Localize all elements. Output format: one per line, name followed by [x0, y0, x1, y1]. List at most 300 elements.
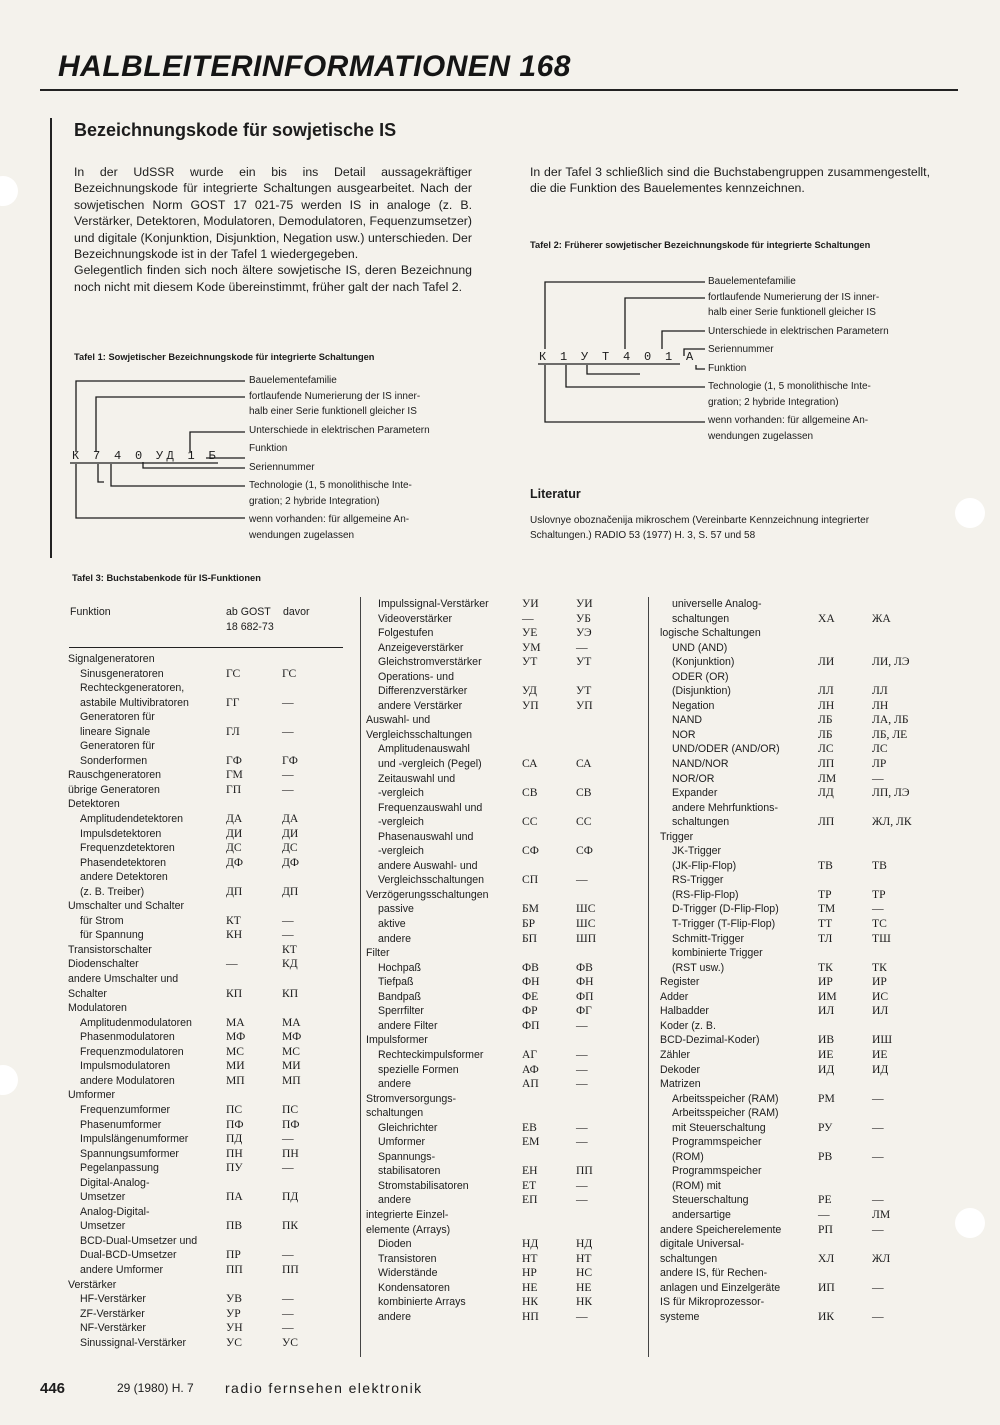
tafel2-ann: fortlaufende Numerierung der IS inner-: [708, 291, 880, 303]
tafel3-code-old: ДИ: [282, 826, 299, 840]
tafel3-function: NOR/OR: [672, 772, 715, 785]
tafel2-caption: Tafel 2: Früherer sowjetischer Bezeichnungskode für integrierte Schaltungen: [530, 240, 871, 250]
tafel3-code-new: ПР: [226, 1248, 241, 1262]
tafel3-code-new: УИ: [522, 597, 539, 610]
tafel3-code-new: ИП: [818, 1280, 835, 1294]
tafel3-code-old: УИ: [576, 597, 593, 610]
tafel3-code-old: ЛН: [872, 698, 889, 712]
tafel3-code-new: ЛБ: [818, 713, 833, 727]
tafel3-code-old: ФН: [576, 975, 594, 989]
tafel3-function: Videoverstärker: [378, 612, 452, 625]
tafel3-code-old: КД: [282, 957, 298, 971]
tafel3-code-old: ПС: [282, 1102, 299, 1116]
tafel3-code-old: —: [282, 1161, 294, 1175]
literature-heading: Literatur: [530, 487, 581, 501]
tafel3-function: Impulssignal-Verstärker: [378, 598, 489, 610]
tafel3-function: elemente (Arrays): [366, 1223, 451, 1236]
tafel3-function: schaltungen: [672, 816, 730, 829]
tafel3-code-new: КН: [226, 928, 243, 942]
tafel2-ann: gration; 2 hybride Integration): [708, 396, 839, 408]
tafel3-code-old: НТ: [576, 1251, 592, 1265]
tafel3-code-old: НК: [576, 1295, 593, 1309]
tafel3-function: Analog-Digital-: [80, 1205, 150, 1218]
tafel2-ann: Funktion: [708, 362, 747, 374]
tafel3-code-new: РМ: [818, 1091, 835, 1105]
intro-paragraph-1: In der UdSSR wurde ein bis ins Detail aussagekräftiger Bezeichnungskode für integrierte Schaltungen ausgearbeitet. Nach der sowjetischen Norm GOST 17 021-75 werden IS in analoge (z. B. Verstärker, Detektoren, Modulatoren, Demodulatoren, Fequenzumsetzer) und digitale (Konjunktion, Disjunktion, Negation usw.) unterschieden. Der Bezeichnungskode ist in der Tafel 1 wiedergegeben.: [74, 165, 472, 262]
tafel3-function: (Konjunktion): [672, 656, 735, 669]
tafel3-function: schaltungen: [660, 1252, 718, 1265]
tafel3-function: Sinusgeneratoren: [80, 667, 164, 680]
tafel3-function: andere Mehrfunktions-: [672, 801, 778, 814]
tafel3-function: andere IS, für Rechen-: [660, 1267, 768, 1280]
tafel3-code-old: —: [282, 1292, 294, 1306]
tafel1-ann: Unterschiede in elektrischen Parametern: [249, 424, 430, 436]
tafel3-function: Verzögerungsschaltungen: [366, 888, 489, 901]
tafel3-code-new: НК: [522, 1295, 539, 1309]
tafel3-function: Rechteckgeneratoren,: [80, 682, 185, 695]
tafel3-function: Stromversorgungs-: [366, 1092, 457, 1105]
tafel3-code-old: СА: [576, 757, 592, 771]
tafel3-code-new: УМ: [522, 640, 541, 654]
tafel3-function: T-Trigger (T-Flip-Flop): [672, 918, 776, 931]
tafel3-code-new: ЛИ: [818, 655, 835, 669]
tafel3-code-new: ЛН: [818, 698, 835, 712]
tafel3-function: Anzeigeverstärker: [378, 641, 464, 654]
tafel3-code-old: —: [576, 1135, 588, 1149]
tafel3-code-old: НС: [576, 1266, 593, 1280]
tafel3-function: ODER (OR): [672, 670, 729, 683]
tafel3-column-rule: [648, 597, 649, 1357]
tafel3-function: Amplitudenauswahl: [378, 743, 470, 756]
tafel3-function: Dekoder: [660, 1063, 701, 1076]
tafel3-function: Umsetzer: [80, 1191, 126, 1204]
tafel3-code-old: ЛП, ЛЭ: [872, 786, 910, 800]
tafel3-function: Phasenauswahl und: [378, 830, 474, 843]
tafel3-code-new: ИД: [818, 1062, 835, 1076]
tafel3-code-new: ЛС: [818, 742, 834, 756]
tafel3-code-new: СА: [522, 757, 538, 771]
tafel3-function: Amplitudendetektoren: [80, 813, 184, 826]
tafel3-code-new: МС: [226, 1044, 245, 1058]
tafel3-function: Pegelanpassung: [80, 1162, 159, 1175]
tafel3-function: Negation: [672, 699, 715, 712]
tafel3-code-new: СФ: [522, 844, 539, 858]
tafel3-code-new: МФ: [226, 1030, 246, 1044]
tafel3-code-new: ФН: [522, 975, 540, 989]
tafel3-code-old: —: [872, 1193, 884, 1207]
tafel3-function: Operations- und: [378, 670, 454, 683]
tafel2-ann: Bauelementefamilie: [708, 276, 796, 287]
tafel3-function: Widerstände: [378, 1267, 438, 1280]
tafel3-code-new: ТМ: [818, 902, 836, 916]
tafel3-function: Sperrfilter: [378, 1005, 424, 1018]
tafel3-code-old: ШС: [576, 917, 596, 931]
tafel3-code-old: —: [576, 1309, 588, 1323]
tafel3-function: (JK-Flip-Flop): [672, 859, 737, 872]
tafel3-code-old: ЛР: [872, 757, 887, 771]
article-title: Bezeichnungskode für sowjetische IS: [74, 120, 397, 140]
tafel3-function: andere: [378, 1194, 411, 1207]
tafel3-code-old: УБ: [576, 611, 591, 625]
tafel3-function: UND (AND): [672, 641, 728, 654]
tafel3-code-new: ЕТ: [522, 1178, 537, 1192]
tafel3-function: Bandpaß: [378, 990, 421, 1003]
tafel3-code-new: —: [522, 611, 534, 625]
tafel3-code-old: ИШ: [872, 1033, 893, 1047]
tafel3-code-new: ДИ: [226, 826, 243, 840]
tafel3-function: NAND: [672, 714, 703, 727]
tafel3-code-new: АГ: [522, 1047, 538, 1061]
tafel3-function: Differenzverstärker: [378, 685, 468, 698]
tafel3-function: -vergleich: [378, 816, 424, 829]
tafel3-function: (ROM): [672, 1150, 704, 1163]
tafel3-code-new: БМ: [522, 902, 539, 916]
tafel3-code-new: ЕН: [522, 1164, 538, 1178]
tafel3-code-old: ДА: [282, 812, 299, 826]
tafel3-code-new: ИЛ: [818, 1004, 835, 1018]
tafel3-function: Stromstabilisatoren: [378, 1179, 469, 1192]
tafel3-function: Dual-BCD-Umsetzer: [80, 1249, 177, 1262]
tafel3-function: lineare Signale: [80, 725, 151, 738]
tafel3-code-old: МФ: [282, 1030, 302, 1044]
tafel3-function: Schmitt-Trigger: [672, 932, 745, 945]
tafel3-code-new: ИК: [818, 1309, 835, 1323]
tafel3-code-new: НЕ: [522, 1280, 538, 1294]
tafel2-ann: wenn vorhanden: für allgemeine An-: [708, 415, 869, 426]
tafel3-code-old: —: [576, 1077, 588, 1091]
tafel3-code-old: ТВ: [872, 858, 887, 872]
tafel3-code-old: —: [872, 1309, 884, 1323]
tafel3-function: kombinierte Arrays: [378, 1296, 466, 1309]
tafel3-code-new: УП: [522, 698, 539, 712]
tafel3-code-new: АП: [522, 1077, 539, 1091]
tafel3-code-old: МП: [282, 1073, 301, 1087]
tafel3-code-new: ПВ: [226, 1219, 243, 1233]
tafel3-function: Frequenzauswahl und: [378, 801, 483, 814]
tafel3-function: Vergleichsschaltungen: [378, 874, 485, 887]
tafel3-function: Programmspeicher: [672, 1136, 762, 1149]
tafel3-code-old: ПП: [576, 1164, 593, 1178]
tafel3-function: HF-Verstärker: [80, 1293, 146, 1306]
tafel3-function: Tiefpaß: [378, 976, 414, 989]
tafel3-function: Frequenzdetektoren: [80, 842, 175, 855]
tafel3-code-new: УД: [522, 684, 537, 698]
tafel3-function: andere: [378, 932, 411, 945]
tafel3-code-new: УС: [226, 1335, 242, 1349]
tafel3-function: Arbeitsspeicher (RAM): [672, 1107, 779, 1120]
tafel3-function: kombinierte Trigger: [672, 947, 763, 960]
tafel3-code-old: —: [872, 1222, 884, 1236]
punch-hole: [955, 498, 985, 528]
tafel3-code-old: —: [872, 1120, 884, 1134]
tafel3-code-new: МП: [226, 1073, 245, 1087]
tafel3-function: (RS-Flip-Flop): [672, 888, 739, 901]
tafel3-code-new: РВ: [818, 1149, 833, 1163]
tafel3-code-old: ПД: [282, 1190, 299, 1204]
tafel3-code-new: ПУ: [226, 1161, 243, 1175]
tafel3-code-new: РЕ: [818, 1193, 832, 1207]
tafel1-ann: Bauelementefamilie: [249, 375, 337, 386]
tafel3-code-new: ДФ: [226, 855, 244, 869]
tafel3-code-old: —: [576, 1047, 588, 1061]
tafel3-code-new: ИЕ: [818, 1047, 834, 1061]
tafel3-code-old: —: [872, 1091, 884, 1105]
tafel3-function: Programmspeicher: [672, 1165, 762, 1178]
tafel3-code-new: ДС: [226, 841, 242, 855]
tafel3-code-old: ФГ: [576, 1004, 592, 1018]
tafel3-function: Dioden: [378, 1238, 412, 1251]
tafel3-code-new: ПД: [226, 1132, 243, 1146]
tafel3-code-old: ДС: [282, 841, 298, 855]
tafel3-function: RS-Trigger: [672, 874, 724, 887]
tafel3-function: spezielle Formen: [378, 1063, 459, 1076]
tafel3-code-new: ПС: [226, 1102, 243, 1116]
tafel3-function: Sonderformen: [80, 754, 148, 767]
tafel3-code-new: КП: [226, 986, 243, 1000]
tafel3-function: andersartige: [672, 1208, 731, 1221]
tafel3-function: Koder (z. B.: [660, 1019, 716, 1032]
tafel3-code-new: СС: [522, 815, 538, 829]
tafel3-code-old: ФП: [576, 989, 594, 1003]
tafel3-code-old: ПП: [282, 1262, 299, 1276]
tafel3-code-new: РП: [818, 1222, 833, 1236]
tafel3-code-new: УЕ: [522, 626, 538, 640]
tafel3-code-new: УТ: [522, 655, 538, 669]
tafel3-code-new: УВ: [226, 1292, 242, 1306]
tafel3-code-old: —: [282, 782, 294, 796]
tafel2-ann: Unterschiede in elektrischen Parametern: [708, 325, 889, 337]
tafel3-code-new: ГП: [226, 782, 242, 796]
tafel3-function: andere Umformer: [80, 1263, 164, 1276]
tafel3-code-old: УТ: [576, 655, 592, 669]
tafel3-code-old: ТР: [872, 887, 886, 901]
tafel3-code-old: —: [282, 1132, 294, 1146]
tafel3-function: schaltungen: [366, 1107, 424, 1120]
tafel3-code-old: ПК: [282, 1219, 299, 1233]
tafel3-code-new: ТК: [818, 960, 833, 974]
tafel3-function: Hochpaß: [378, 961, 421, 974]
tafel3-function: integrierte Einzel-: [366, 1208, 449, 1221]
tafel3-code-new: ГГ: [226, 695, 240, 709]
tafel3-function: stabilisatoren: [378, 1165, 441, 1178]
tafel3-function: Kondensatoren: [378, 1281, 450, 1294]
tafel3-function: übrige Generatoren: [68, 783, 160, 796]
tafel3-function: Zeitauswahl und: [378, 772, 456, 785]
tafel1-ann: halb einer Serie funktionell gleicher IS: [249, 406, 417, 417]
tafel3-code-old: МС: [282, 1044, 301, 1058]
tafel3-code-new: ЛЛ: [818, 684, 834, 698]
tafel3-function: andere Speicherelemente: [660, 1223, 782, 1236]
tafel3-function: Amplitudenmodulatoren: [80, 1016, 192, 1029]
tafel3-function: Register: [660, 976, 700, 989]
tafel3-function: Umschalter und Schalter: [68, 900, 184, 913]
tafel3-code-old: —: [282, 1306, 294, 1320]
tafel3-function: Steuerschaltung: [672, 1194, 749, 1207]
tafel3-code-new: ДА: [226, 812, 243, 826]
tafel3-function: -vergleich: [378, 787, 424, 800]
tafel3-code-old: —: [576, 873, 588, 887]
tafel1-ann: Technologie (1, 5 monolithische Inte-: [249, 480, 412, 491]
tafel3-function: Modulatoren: [68, 1002, 127, 1015]
tafel3-code-old: ИД: [872, 1062, 889, 1076]
tafel2-ann: Seriennummer: [708, 344, 774, 355]
tafel3-function: Frequenzumformer: [80, 1103, 171, 1116]
tafel3-function: D-Trigger (D-Flip-Flop): [672, 903, 779, 916]
tafel3-code-old: УЭ: [576, 626, 592, 640]
tafel3-code-old: ЖА: [872, 611, 891, 625]
tafel3-function: Impulslängenumformer: [80, 1133, 189, 1146]
tafel3-code-new: ТТ: [818, 917, 833, 931]
tafel3-function: BCD-Dual-Umsetzer und: [80, 1234, 198, 1247]
tafel3-code-new: УР: [226, 1306, 241, 1320]
tafel3-code-old: —: [282, 768, 294, 782]
tafel3-code-old: —: [872, 1280, 884, 1294]
tafel3-code-old: ТС: [872, 917, 887, 931]
tafel3-function: ZF-Verstärker: [80, 1307, 145, 1320]
tafel3-code-old: ЛМ: [872, 1207, 891, 1221]
tafel3-function: Auswahl- und: [366, 714, 431, 727]
tafel3-function: Phasendetektoren: [80, 856, 166, 869]
tafel3-code-old: ПН: [282, 1146, 299, 1160]
tafel3-code-old: ТШ: [872, 931, 891, 945]
tafel3-function: Trigger: [660, 830, 694, 843]
tafel3-code-old: СВ: [576, 786, 592, 800]
tafel3-code-new: ЕМ: [522, 1135, 540, 1149]
tafel3-function: andere Verstärker: [378, 699, 463, 712]
magazine-name: radio fernsehen elektronik: [225, 1380, 423, 1396]
tafel1-ann: Seriennummer: [249, 461, 315, 473]
tafel3-function: Halbadder: [660, 1005, 709, 1018]
tafel3-code-new: ГС: [226, 666, 241, 680]
tafel3-code-old: —: [872, 771, 884, 785]
tafel3-function: Diodenschalter: [68, 958, 139, 971]
tafel3-code-new: ХА: [818, 611, 835, 625]
tafel3-code-old: —: [282, 928, 294, 942]
tafel3-function: NAND/NOR: [672, 758, 729, 771]
tafel3-code-new: ЛД: [818, 786, 834, 800]
tafel3-code-new: ИВ: [818, 1033, 835, 1047]
tafel3-code-new: ПА: [226, 1190, 243, 1204]
tafel3-function: Phasenmodulatoren: [80, 1031, 175, 1044]
tafel2-ann: halb einer Serie funktionell gleicher IS: [708, 307, 876, 318]
tafel3-function: Impulsformer: [366, 1034, 428, 1047]
tafel3-code-old: —: [576, 1062, 588, 1076]
tafel3-header-davor: davor: [283, 606, 310, 618]
tafel2-annotations: [708, 274, 930, 444]
tafel3-function: Adder: [660, 990, 689, 1003]
tafel2-ann: wendungen zugelassen: [708, 430, 814, 442]
tafel3-code-old: ЛИ, ЛЭ: [872, 655, 910, 669]
tafel3-code-new: МА: [226, 1015, 245, 1029]
tafel3-code-new: ЛМ: [818, 771, 837, 785]
tafel3-header-rule: [69, 647, 343, 648]
tafel3-function: systeme: [660, 1310, 700, 1323]
tafel3-function: Generatoren für: [80, 740, 155, 753]
tafel1-ann: fortlaufende Numerierung der IS inner-: [249, 390, 421, 402]
tafel3-function: Frequenzmodulatoren: [80, 1045, 184, 1058]
tafel3-code-old: НД: [576, 1237, 593, 1251]
tafel3-function: Signalgeneratoren: [68, 653, 155, 665]
tafel3-code-new: ЕП: [522, 1193, 538, 1207]
tafel3-code-old: —: [576, 1178, 588, 1192]
tafel3-function: Rechteckimpulsformer: [378, 1048, 484, 1061]
tafel3-function: Digital-Analog-: [80, 1176, 150, 1189]
tafel3-function: Spannungs-: [378, 1150, 436, 1163]
tafel3-code-old: ЛА, ЛБ: [872, 713, 909, 727]
tafel3-code-new: —: [226, 957, 238, 971]
tafel3-code-old: —: [282, 913, 294, 927]
tafel3-function: Spannungsumformer: [80, 1147, 179, 1160]
tafel3-code-new: ТВ: [818, 858, 833, 872]
tafel3-function: andere Modulatoren: [80, 1074, 175, 1087]
tafel3-function: Impulsdetektoren: [80, 827, 162, 840]
tafel3-function: für Spannung: [80, 929, 144, 942]
tafel3-code-old: УС: [282, 1335, 298, 1349]
tafel3-code-old: ПФ: [282, 1117, 300, 1131]
tafel3-code-new: НР: [522, 1266, 537, 1280]
tafel3-header-ab-gost: ab GOST: [226, 606, 271, 618]
tafel3-header-gost-number: 18 682-73: [226, 621, 274, 633]
tafel3-code-new: НП: [522, 1309, 539, 1323]
tafel3-function: Transistoren: [378, 1252, 437, 1265]
tafel3-code-old: ЖЛ, ЛК: [872, 815, 912, 829]
tafel3-code-new: ИМ: [818, 989, 837, 1003]
tafel3-column-rule: [360, 597, 361, 1357]
tafel3-function: andere Auswahl- und: [378, 859, 478, 872]
tafel3-code-new: ХЛ: [818, 1251, 835, 1265]
tafel3-function: Transistorschalter: [68, 943, 152, 956]
tafel3-function: IS für Mikroprozessor-: [660, 1296, 765, 1309]
punch-hole: [955, 1208, 985, 1238]
tafel3-code-old: —: [282, 1248, 294, 1262]
tafel3-function: Arbeitsspeicher (RAM): [672, 1092, 779, 1105]
page-number: 446: [40, 1380, 66, 1397]
tafel3-function: Schalter: [68, 987, 107, 1000]
tafel3-code-new: ЛП: [818, 757, 835, 771]
tafel3-code-new: ГМ: [226, 768, 243, 782]
tafel3-code-new: ПП: [226, 1262, 243, 1276]
tafel3-function: Filter: [366, 947, 390, 960]
section-title: HALBLEITERINFORMATIONEN 168: [58, 50, 571, 83]
tafel1-ann: wenn vorhanden: für allgemeine An-: [249, 514, 410, 525]
tafel3-function: NF-Verstärker: [80, 1322, 146, 1335]
tafel3-code-new: СВ: [522, 786, 538, 800]
tafel3-code-new: НТ: [522, 1251, 538, 1265]
tafel3-function: Verstärker: [68, 1278, 117, 1291]
tafel3-code-new: ДП: [226, 884, 243, 898]
tafel3-code-old: ИЕ: [872, 1047, 888, 1061]
tafel3-code-old: —: [576, 1018, 588, 1032]
tafel3-code-new: КТ: [226, 913, 241, 927]
tafel3-header-function: Funktion: [70, 606, 111, 618]
tafel3-function: Detektoren: [68, 798, 120, 811]
tafel3-code-old: —: [872, 902, 884, 916]
tafel3-function: JK-Trigger: [672, 845, 722, 858]
tafel3-function: Expander: [672, 787, 718, 800]
tafel3-function: für Strom: [80, 914, 124, 927]
tafel3-code-new: РУ: [818, 1120, 833, 1134]
tafel3-code-old: —: [576, 1193, 588, 1207]
tafel2-ann: Technologie (1, 5 monolithische Inte-: [708, 381, 871, 392]
tafel3-code-new: НД: [522, 1237, 539, 1251]
tafel3-code-new: СП: [522, 873, 539, 887]
tafel3-code-old: ТК: [872, 960, 887, 974]
tafel3-code-old: СС: [576, 815, 592, 829]
tafel3-code-old: ИЛ: [872, 1004, 889, 1018]
tafel3-code-new: АФ: [522, 1062, 539, 1076]
tafel3-function: und -vergleich (Pegel): [378, 758, 482, 771]
tafel3-function: aktive: [378, 918, 406, 931]
